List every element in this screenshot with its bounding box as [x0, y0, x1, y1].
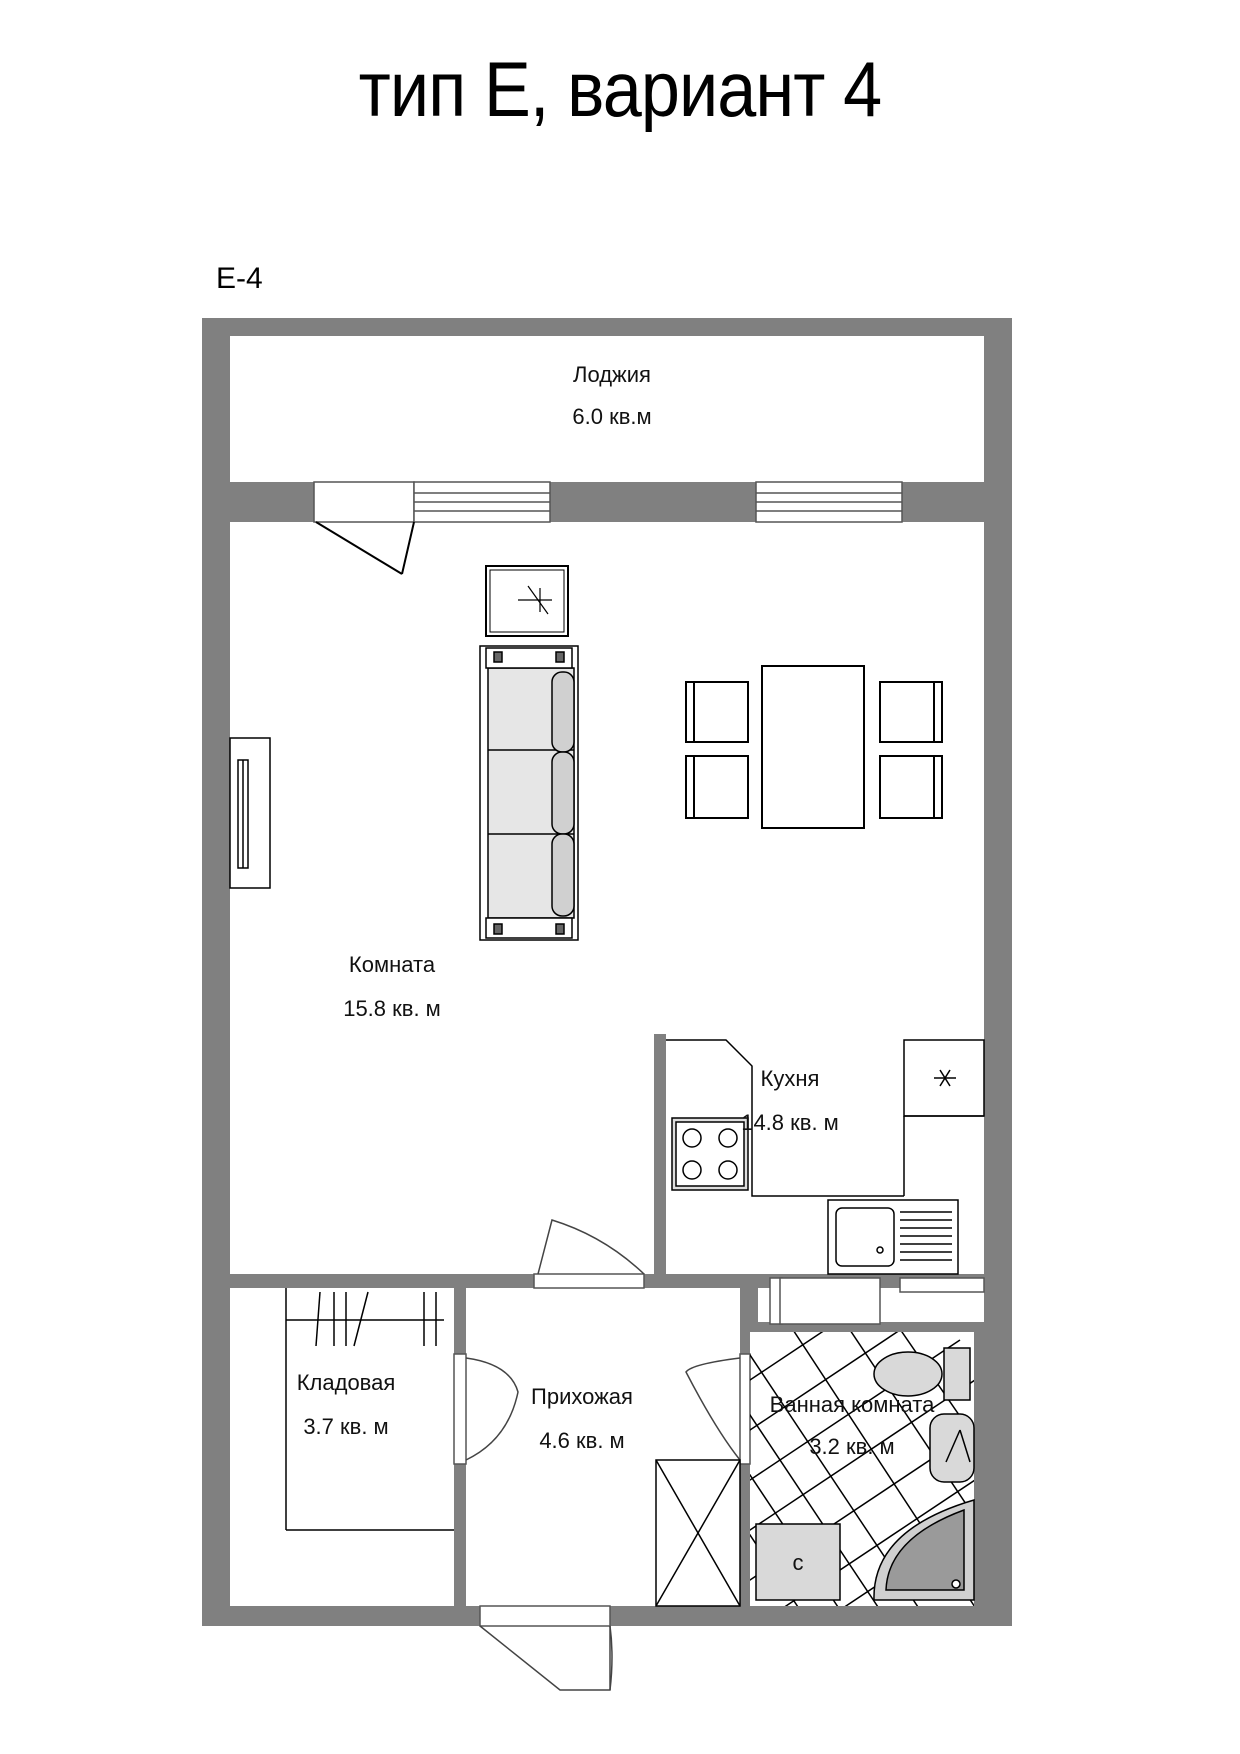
coffee-table [486, 566, 568, 636]
room-name-loggia: Лоджия [573, 362, 651, 387]
room-name-bathroom: Ванная комната [769, 1392, 935, 1417]
room-area-pantry: 3.7 кв. м [303, 1414, 389, 1439]
room-area-kitchen: 14.8 кв. м [741, 1110, 839, 1135]
room-labels [297, 362, 935, 1575]
room-area-hallway: 4.6 кв. м [539, 1428, 625, 1453]
tv-unit [230, 738, 270, 888]
loggia-door [316, 522, 414, 574]
stove-icon [672, 1118, 748, 1190]
room-area-bathroom: 3.2 кв. м [809, 1434, 895, 1459]
room-area-loggia: 6.0 кв.м [572, 404, 652, 429]
sink-icon [828, 1200, 958, 1274]
washbasin-icon [930, 1414, 974, 1482]
room-name-living: Комната [348, 952, 436, 977]
hall-wardrobe [656, 1460, 740, 1606]
pantry-shelving [286, 1288, 454, 1530]
plan-title: тип Е, вариант 4 [358, 45, 882, 133]
plan-code: Е-4 [216, 262, 263, 295]
washer-label: с [792, 1550, 804, 1575]
room-name-pantry: Кладовая [296, 1370, 396, 1395]
dining-set [686, 666, 942, 828]
shower-icon [874, 1500, 974, 1600]
sofa [480, 646, 578, 940]
room-name-kitchen: Кухня [760, 1066, 820, 1091]
room-name-hallway: Прихожая [531, 1384, 633, 1409]
room-area-living: 15.8 кв. м [343, 996, 441, 1021]
